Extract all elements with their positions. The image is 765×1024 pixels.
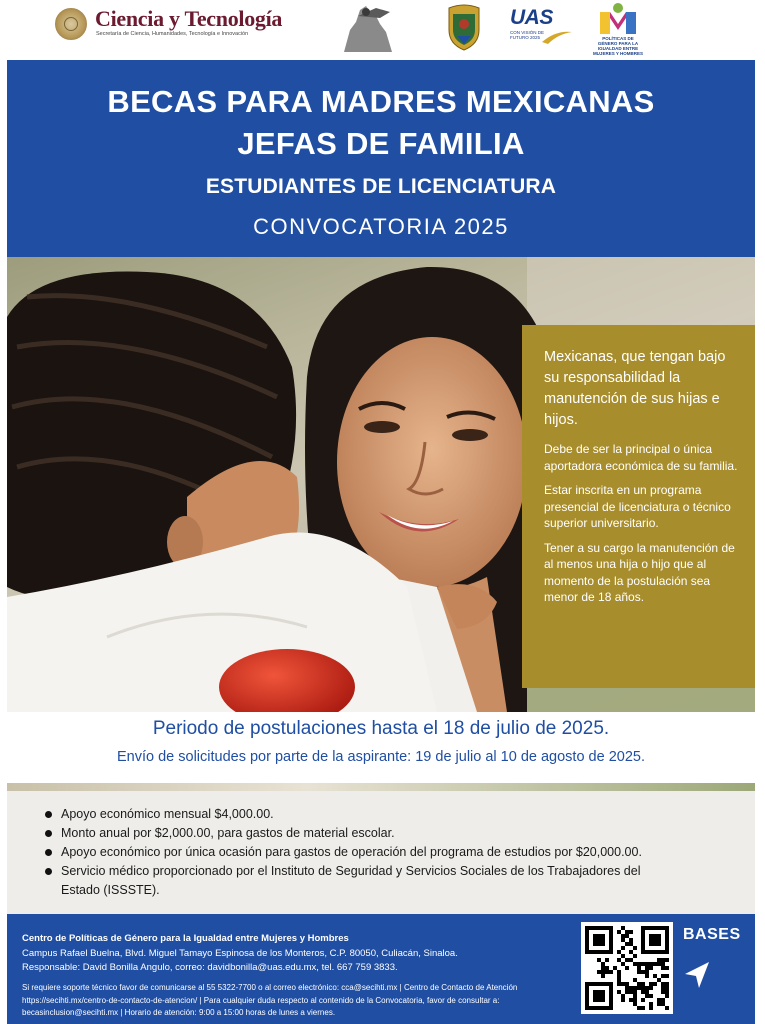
cpg-logo: POLÍTICAS DE GÉNERO PARA LA IGUALDAD ENTRE MUJERES Y HOMBRES: [592, 2, 644, 54]
requirement-item: Debe de ser la principal o única aportadora económica de su familia.: [544, 442, 738, 473]
benefit-item-continuation: Estado (ISSSTE).: [61, 883, 160, 897]
benefits-section: [7, 791, 755, 914]
footer-responsable: Responsable: David Bonilla Angulo, correo: davidbonilla@uas.edu.mx, tel. 667 759 3833.: [22, 962, 398, 973]
logo-bar: [0, 0, 765, 58]
title-line-1: BECAS PARA MADRES MEXICANAS: [107, 84, 655, 119]
requirements-lead: Mexicanas, que tengan bajo su responsabilidad la manutención de sus hijas e hijos.: [544, 349, 726, 428]
cursor-arrow-icon: [683, 960, 713, 990]
benefits-list: [45, 805, 755, 881]
uas-logo: UAS CON VISIÓN DE FUTURO 2025: [510, 6, 572, 48]
title-line-2: JEFAS DE FAMILIA: [237, 126, 525, 161]
period-submission: Envío de solicitudes por parte de la aspirante: 19 de julio al 10 de agosto de 2025.: [116, 749, 645, 765]
footer-address: Campus Rafael Buelna, Blvd. Miguel Tamayo Espinosa de los Monteros, C.P. 80050, Culiacán, Sinaloa.: [22, 948, 458, 959]
footer: [7, 914, 755, 1024]
period-deadline: Periodo de postulaciones hasta el 18 de julio de 2025.: [152, 718, 610, 739]
period-section: [7, 712, 755, 790]
figure-logo-icon: [336, 2, 398, 56]
cpg-figure-icon: [592, 2, 644, 36]
benefit-item: Monto anual por $2,000.00, para gastos de material escolar.: [45, 824, 755, 843]
sinaloa-shield-icon: [443, 2, 485, 52]
qr-code-icon[interactable]: [581, 922, 673, 1014]
swoosh-icon: [542, 28, 572, 44]
convocatoria-label: CONVOCATORIA 2025: [253, 214, 509, 239]
benefit-item: Apoyo económico por única ocasión para gastos de operación del programa de estudios por $20,000.00.: [45, 843, 755, 862]
bases-label[interactable]: BASES: [683, 926, 741, 943]
seal-icon: [55, 8, 87, 40]
benefit-item: Servicio médico proporcionado por el Instituto de Seguridad y Servicios Sociales de los Trabajadores del: [45, 862, 755, 881]
benefit-item: Apoyo económico mensual $4,000.00.: [45, 805, 755, 824]
footer-support: Si requiere soporte técnico favor de comunicarse al 55 5322-7700 o al correo electrónico: cca@secihti.mx | Centro de Contacto de Atención https://secihti.mx/centro-de-contacto-de-atencion/ | Para cualquier duda respecto al contenido de la Convocatoria, favor de consultar a: becasinclusion@secihti.mx | Horario de atención: 9:00 a 15:00 horas de lunes a viernes.: [22, 983, 518, 1017]
divider-strip: [7, 783, 755, 791]
requirements-box: [522, 325, 755, 688]
footer-org-title: Centro de Políticas de Género para la Igualdad entre Mujeres y Hombres: [22, 933, 349, 944]
requirement-item: Estar inscrita en un programa presencial de licenciatura o técnico superior universitario.: [544, 483, 731, 530]
hero-subtitle: ESTUDIANTES DE LICENCIATURA: [205, 175, 557, 198]
requirement-item: Tener a su cargo la manutención de al menos una hija o hijo que al momento de la postulación sea menor de 18 años.: [544, 540, 735, 604]
brand-subtitle: Secretaría de Ciencia, Humanidades, Tecnología e Innovación: [96, 31, 249, 37]
hero-header: [7, 60, 755, 257]
brand-title: Ciencia y Tecnología: [95, 6, 283, 31]
